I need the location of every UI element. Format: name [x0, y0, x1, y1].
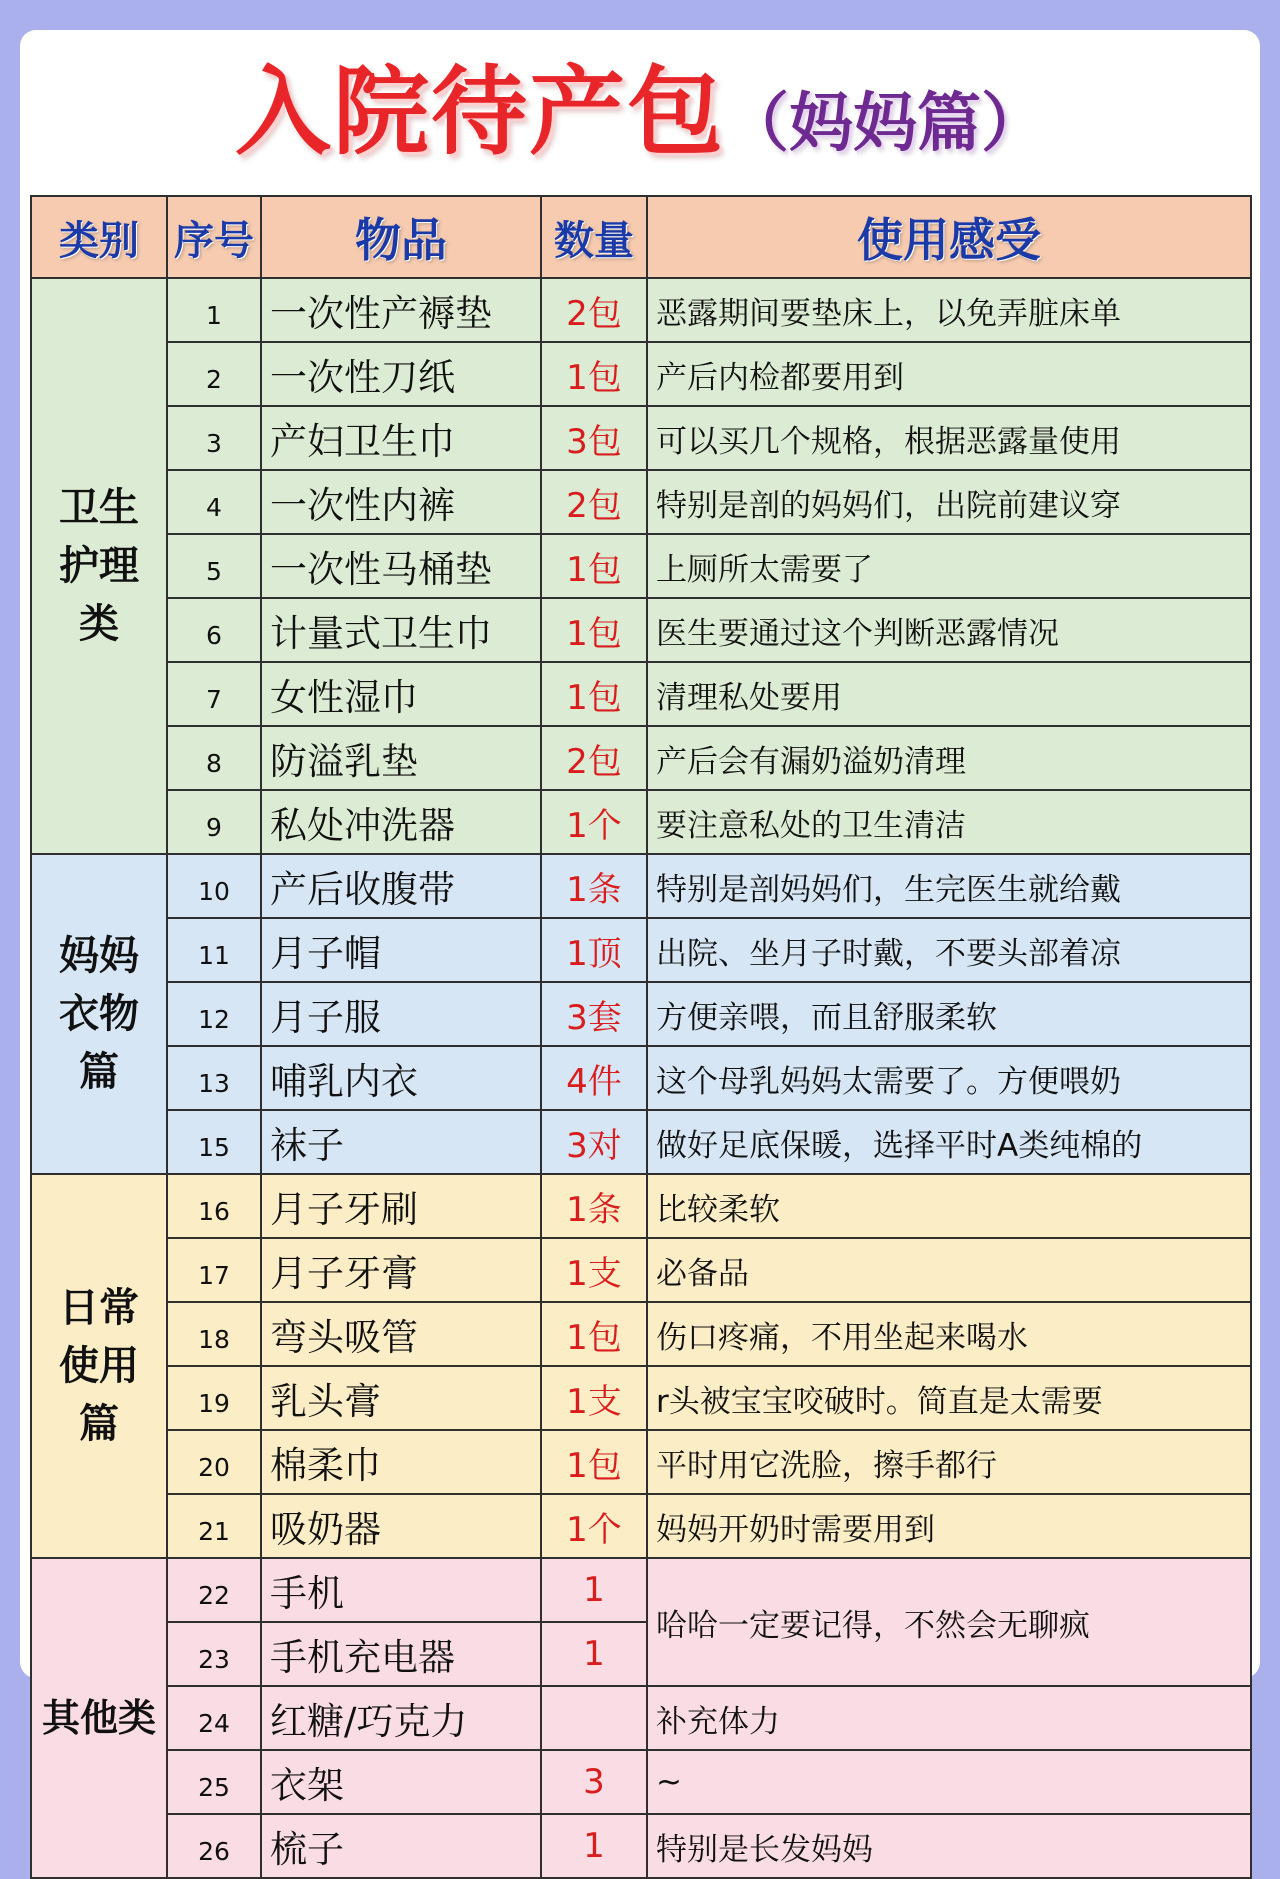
- item-name: 衣架: [261, 1750, 541, 1814]
- usage-note: 这个母乳妈妈太需要了。方便喂奶: [647, 1046, 1251, 1110]
- item-quantity: 1包: [541, 534, 647, 598]
- item-name: 月子服: [261, 982, 541, 1046]
- item-quantity: 1个: [541, 1494, 647, 1558]
- item-quantity: 1: [541, 1814, 647, 1878]
- usage-note: 哈哈一定要记得，不然会无聊疯: [647, 1558, 1251, 1686]
- usage-note: 要注意私处的卫生清洁: [647, 790, 1251, 854]
- usage-note: 产后内检都要用到: [647, 342, 1251, 406]
- row-number: 7: [167, 662, 261, 726]
- row-number: 4: [167, 470, 261, 534]
- header-number: 序号: [167, 196, 261, 278]
- category-cell: 卫生 护理 类: [31, 278, 167, 854]
- table-row: [31, 1494, 1251, 1558]
- usage-note: 出院、坐月子时戴，不要头部着凉: [647, 918, 1251, 982]
- usage-note: 伤口疼痛，不用坐起来喝水: [647, 1302, 1251, 1366]
- item-quantity: 1: [541, 1558, 647, 1622]
- table-row: [31, 854, 1251, 918]
- item-quantity: 1: [541, 1622, 647, 1686]
- table-row: [31, 1302, 1251, 1366]
- item-quantity: 1支: [541, 1238, 647, 1302]
- row-number: 17: [167, 1238, 261, 1302]
- table-row: [31, 534, 1251, 598]
- usage-note: 可以买几个规格，根据恶露量使用: [647, 406, 1251, 470]
- item-name: 红糖/巧克力: [261, 1686, 541, 1750]
- item-name: 棉柔巾: [261, 1430, 541, 1494]
- item-quantity: 1个: [541, 790, 647, 854]
- item-quantity: [541, 1686, 647, 1750]
- table-row: [31, 918, 1251, 982]
- header-row: [31, 196, 1251, 278]
- item-name: 私处冲洗器: [261, 790, 541, 854]
- item-name: 一次性马桶垫: [261, 534, 541, 598]
- item-name: 弯头吸管: [261, 1302, 541, 1366]
- row-number: 24: [167, 1686, 261, 1750]
- table-row: [31, 790, 1251, 854]
- item-quantity: 3对: [541, 1110, 647, 1174]
- checklist-card: [20, 30, 1260, 1871]
- item-name: 一次性内裤: [261, 470, 541, 534]
- category-cell: 日常 使用 篇: [31, 1174, 167, 1558]
- item-quantity: 1包: [541, 662, 647, 726]
- table-row: [31, 598, 1251, 662]
- item-quantity: 1条: [541, 1174, 647, 1238]
- row-number: 16: [167, 1174, 261, 1238]
- usage-note: r头被宝宝咬破时。简直是太需要: [647, 1366, 1251, 1430]
- usage-note: 特别是剖妈妈们，生完医生就给戴: [647, 854, 1251, 918]
- table-row: [31, 726, 1251, 790]
- table-row: [31, 1558, 1251, 1622]
- item-quantity: 1包: [541, 1302, 647, 1366]
- usage-note: 做好足底保暖，选择平时A类纯棉的: [647, 1110, 1251, 1174]
- item-name: 月子牙刷: [261, 1174, 541, 1238]
- table-row: [31, 1686, 1251, 1750]
- category-cell: 妈妈 衣物 篇: [31, 854, 167, 1174]
- row-number: 5: [167, 534, 261, 598]
- row-number: 23: [167, 1622, 261, 1686]
- row-number: 13: [167, 1046, 261, 1110]
- item-quantity: 2包: [541, 278, 647, 342]
- usage-note: 医生要通过这个判断恶露情况: [647, 598, 1251, 662]
- item-quantity: 2包: [541, 470, 647, 534]
- item-name: 哺乳内衣: [261, 1046, 541, 1110]
- item-quantity: 4件: [541, 1046, 647, 1110]
- table-row: [31, 662, 1251, 726]
- table-row: [31, 1430, 1251, 1494]
- table-row: [31, 1238, 1251, 1302]
- item-quantity: 3包: [541, 406, 647, 470]
- row-number: 26: [167, 1814, 261, 1878]
- item-name: 梳子: [261, 1814, 541, 1878]
- item-quantity: 3套: [541, 982, 647, 1046]
- usage-note: 平时用它洗脸，擦手都行: [647, 1430, 1251, 1494]
- item-quantity: 1包: [541, 1430, 647, 1494]
- row-number: 1: [167, 278, 261, 342]
- header-category: 类别: [31, 196, 167, 278]
- usage-note: 比较柔软: [647, 1174, 1251, 1238]
- row-number: 10: [167, 854, 261, 918]
- item-name: 袜子: [261, 1110, 541, 1174]
- usage-note: 妈妈开奶时需要用到: [647, 1494, 1251, 1558]
- category-cell: 其他类: [31, 1558, 167, 1878]
- usage-note: 方便亲喂，而且舒服柔软: [647, 982, 1251, 1046]
- item-quantity: 3: [541, 1750, 647, 1814]
- table-row: [31, 1814, 1251, 1878]
- row-number: 22: [167, 1558, 261, 1622]
- row-number: 11: [167, 918, 261, 982]
- header-quantity: 数量: [541, 196, 647, 278]
- row-number: 2: [167, 342, 261, 406]
- table-row: [31, 1110, 1251, 1174]
- row-number: 9: [167, 790, 261, 854]
- item-name: 女性湿巾: [261, 662, 541, 726]
- usage-note: 清理私处要用: [647, 662, 1251, 726]
- header-feeling: 使用感受: [647, 196, 1251, 278]
- item-name: 产后收腹带: [261, 854, 541, 918]
- usage-note: 产后会有漏奶溢奶清理: [647, 726, 1251, 790]
- usage-note: 恶露期间要垫床上，以免弄脏床单: [647, 278, 1251, 342]
- item-name: 月子帽: [261, 918, 541, 982]
- table-row: [31, 982, 1251, 1046]
- item-name: 月子牙膏: [261, 1238, 541, 1302]
- row-number: 20: [167, 1430, 261, 1494]
- item-quantity: 1包: [541, 342, 647, 406]
- header-item: 物品: [261, 196, 541, 278]
- row-number: 8: [167, 726, 261, 790]
- item-name: 乳头膏: [261, 1366, 541, 1430]
- row-number: 15: [167, 1110, 261, 1174]
- usage-note: 上厕所太需要了: [647, 534, 1251, 598]
- usage-note: 必备品: [647, 1238, 1251, 1302]
- row-number: 21: [167, 1494, 261, 1558]
- item-quantity: 2包: [541, 726, 647, 790]
- row-number: 6: [167, 598, 261, 662]
- page-title: [20, 30, 1260, 195]
- title-sub: （妈妈篇）: [725, 87, 1045, 161]
- item-quantity: 1支: [541, 1366, 647, 1430]
- row-number: 18: [167, 1302, 261, 1366]
- item-quantity: 1顶: [541, 918, 647, 982]
- item-name: 一次性刀纸: [261, 342, 541, 406]
- item-name: 产妇卫生巾: [261, 406, 541, 470]
- usage-note: 特别是长发妈妈: [647, 1814, 1251, 1878]
- table-row: [31, 1366, 1251, 1430]
- usage-note: 补充体力: [647, 1686, 1251, 1750]
- item-quantity: 1包: [541, 598, 647, 662]
- item-quantity: 1条: [541, 854, 647, 918]
- table-row: [31, 406, 1251, 470]
- checklist-table: [30, 195, 1252, 1879]
- table-row: [31, 1046, 1251, 1110]
- table-row: [31, 1750, 1251, 1814]
- row-number: 12: [167, 982, 261, 1046]
- usage-note: 特别是剖的妈妈们，出院前建议穿: [647, 470, 1251, 534]
- table-body: [31, 196, 1251, 1878]
- item-name: 吸奶器: [261, 1494, 541, 1558]
- title-main: 入院待产包: [235, 56, 725, 168]
- item-name: 手机: [261, 1558, 541, 1622]
- table-row: [31, 278, 1251, 342]
- table-row: [31, 1174, 1251, 1238]
- item-name: 手机充电器: [261, 1622, 541, 1686]
- row-number: 19: [167, 1366, 261, 1430]
- table-row: [31, 470, 1251, 534]
- row-number: 25: [167, 1750, 261, 1814]
- row-number: 3: [167, 406, 261, 470]
- item-name: 一次性产褥垫: [261, 278, 541, 342]
- usage-note: ~: [647, 1750, 1251, 1814]
- table-row: [31, 342, 1251, 406]
- item-name: 防溢乳垫: [261, 726, 541, 790]
- item-name: 计量式卫生巾: [261, 598, 541, 662]
